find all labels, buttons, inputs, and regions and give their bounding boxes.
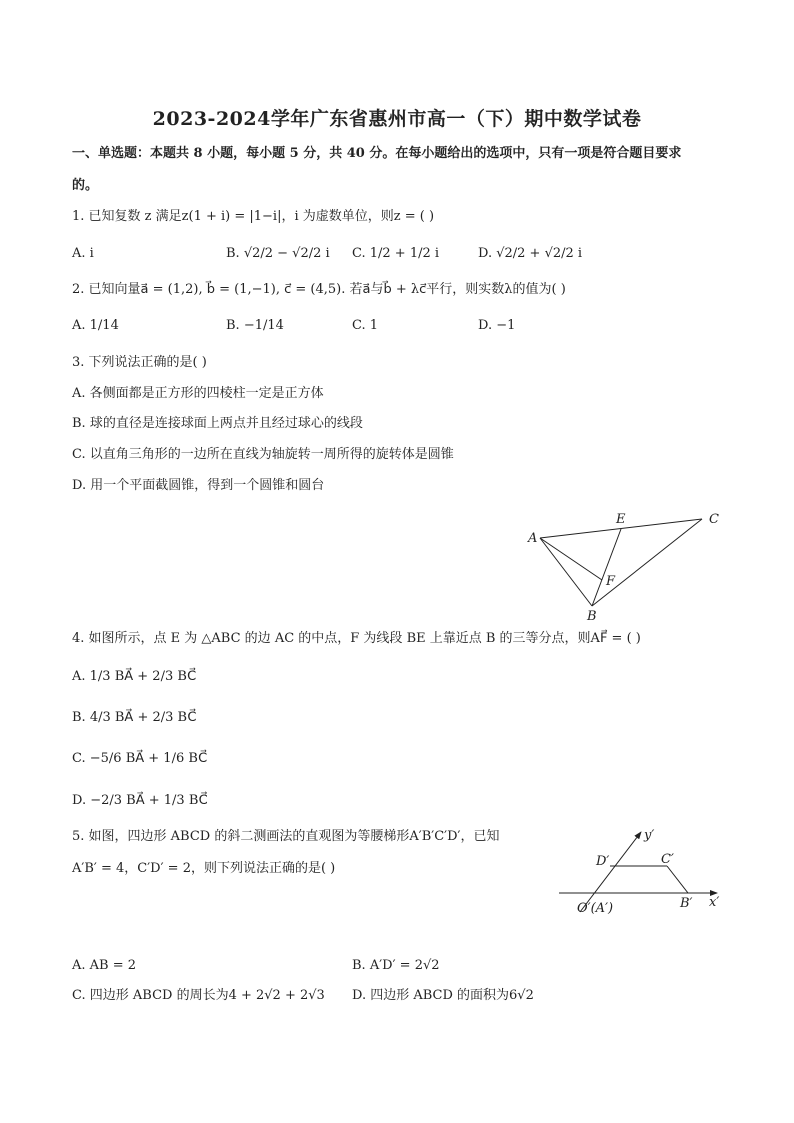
triangle-abc-figure <box>520 505 730 625</box>
label-d-prime: D′ <box>596 854 610 869</box>
label-b-prime: B′ <box>680 896 693 911</box>
q4-option-b: B. 4/3 BA⃗ + 2/3 BC⃗ <box>72 710 197 725</box>
q1-option-b: B. √2/2 − √2/2 i <box>226 246 330 261</box>
q4-option-a: A. 1/3 BA⃗ + 2/3 BC⃗ <box>72 669 197 684</box>
question-5-stem-line-2: A′B′ = 4，C′D′ = 2，则下列说法正确的是( ) <box>72 861 336 876</box>
q2-option-a: A. 1/14 <box>72 318 119 333</box>
question-1-stem: 1. 已知复数 z 满足z(1 + i) = |1−i|，i 为虚数单位，则z = ( ) <box>72 209 435 224</box>
q3-option-a: A. 各侧面都是正方形的四棱柱一定是正方体 <box>72 386 324 401</box>
label-a: A <box>528 531 538 546</box>
q5-option-a: A. AB = 2 <box>72 958 137 973</box>
label-e: E <box>616 512 626 527</box>
segment-af <box>540 538 602 580</box>
section-header-line-2: 的。 <box>72 178 99 193</box>
label-origin: O′(A′) <box>577 901 614 916</box>
q1-option-d: D. √2/2 + √2/2 i <box>478 246 583 261</box>
question-4-stem: 4. 如图所示，点 E 为 △ABC 的边 AC 的中点，F 为线段 BE 上靠近点 B 的三等分点，则AF⃗ = ( ) <box>72 631 641 646</box>
question-3-stem: 3. 下列说法正确的是( ) <box>72 355 207 370</box>
q2-option-d: D. −1 <box>478 318 516 333</box>
q4-option-d: D. −2/3 BA⃗ + 1/3 BC⃗ <box>72 793 208 808</box>
q4-option-c: C. −5/6 BA⃗ + 1/6 BC⃗ <box>72 751 208 766</box>
segment-cb <box>667 866 688 893</box>
page-title: 2023-2024学年广东省惠州市高一（下）期中数学试卷 <box>152 108 642 130</box>
q3-option-b: B. 球的直径是连接球面上两点并且经过球心的线段 <box>72 416 363 431</box>
trapezoid-figure <box>555 822 730 922</box>
q3-option-c: C. 以直角三角形的一边所在直线为轴旋转一周所得的旋转体是圆锥 <box>72 447 454 462</box>
question-5-stem-line-1: 5. 如图，四边形 ABCD 的斜二测画法的直观图为等腰梯形A′B′C′D′，已知 <box>72 829 500 844</box>
segment-ab <box>540 538 592 606</box>
section-header-line-1: 一、单选题：本题共 8 小题，每小题 5 分，共 40 分。在每小题给出的选项中，只有一项是符合题目要求 <box>72 146 682 161</box>
question-2-stem: 2. 已知向量a⃗ = (1,2), b⃗ = (1,−1), c⃗ = (4,5). 若a⃗与b⃗ + λc⃗平行，则实数λ的值为( ) <box>72 282 566 297</box>
q2-option-c: C. 1 <box>352 318 379 333</box>
q1-option-a: A. i <box>72 246 94 261</box>
label-c: C <box>709 512 719 527</box>
label-y-axis: y′ <box>644 828 655 843</box>
q5-option-c: C. 四边形 ABCD 的周长为4 + 2√2 + 2√3 <box>72 988 325 1003</box>
q5-option-b: B. A′D′ = 2√2 <box>352 958 440 973</box>
q1-option-c: C. 1/2 + 1/2 i <box>352 246 440 261</box>
label-x-axis: x′ <box>709 895 720 910</box>
label-f: F <box>606 574 616 589</box>
q3-option-d: D. 用一个平面截圆锥，得到一个圆锥和圆台 <box>72 478 325 493</box>
q2-option-b: B. −1/14 <box>226 318 284 333</box>
label-c-prime: C′ <box>661 852 674 867</box>
label-b: B <box>587 609 597 624</box>
y-axis <box>580 832 641 912</box>
q5-option-d: D. 四边形 ABCD 的面积为6√2 <box>352 988 534 1003</box>
